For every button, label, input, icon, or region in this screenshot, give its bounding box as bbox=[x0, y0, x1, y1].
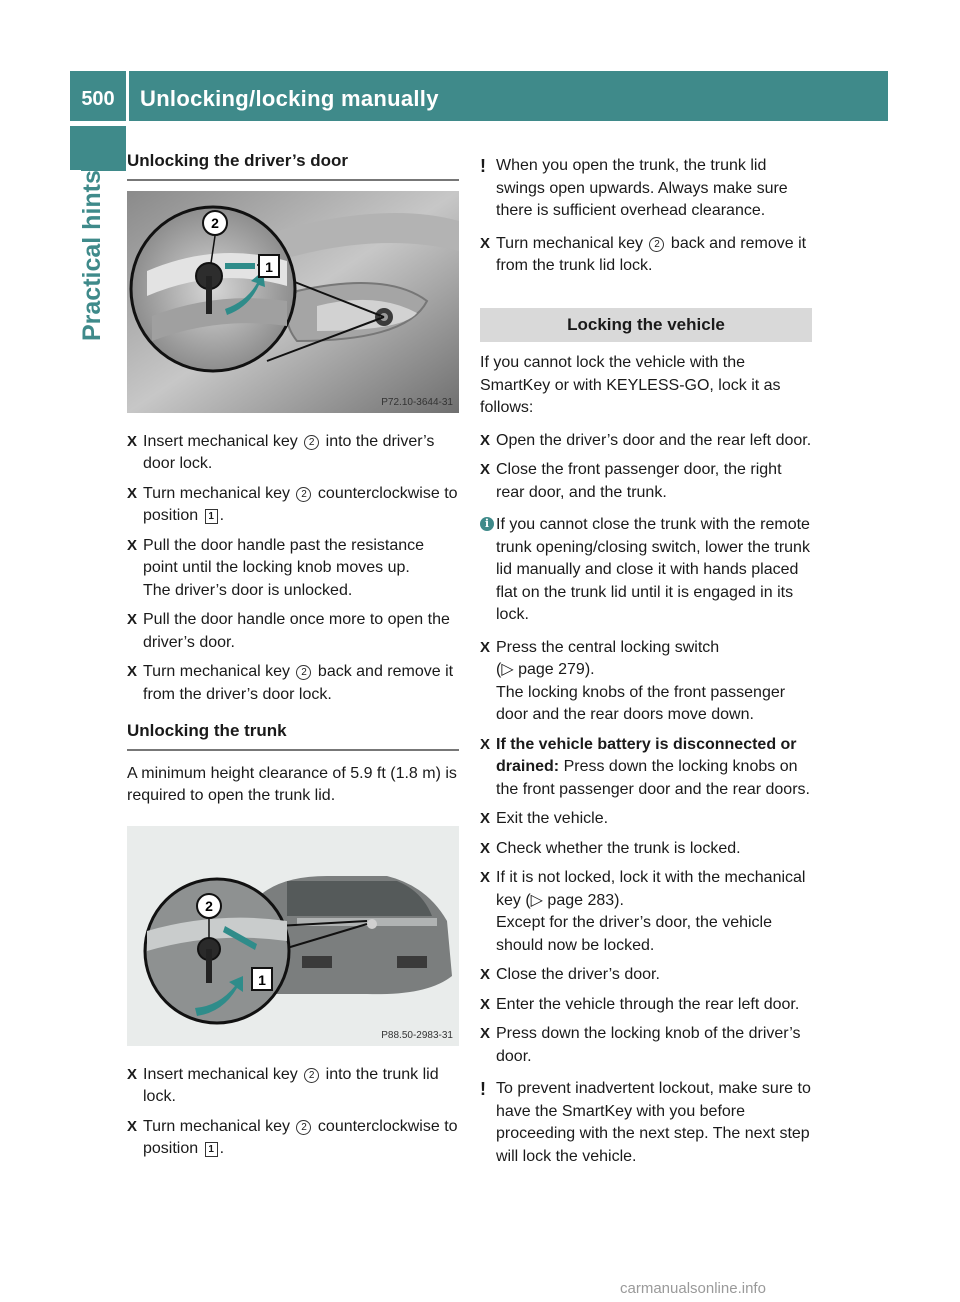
step-item: X Turn mechanical key 2 counterclockwise to position 1 . bbox=[127, 1117, 458, 1157]
step-item: X Insert mechanical key 2 into the trunk lid lock. bbox=[127, 1065, 439, 1105]
step-item: X Close the driver’s door. bbox=[480, 964, 812, 987]
callout-2: 2 bbox=[211, 214, 219, 231]
locking-intro: If you cannot lock the vehicle with the SmartKey or with KEYLESS-GO, lock it as follows: bbox=[480, 354, 781, 416]
step-bullet-icon: X bbox=[480, 1025, 491, 1042]
page-number: 500 bbox=[81, 88, 115, 110]
step-result: The driver’s door is unlocked. bbox=[143, 581, 353, 599]
step-bullet-icon: X bbox=[127, 663, 138, 680]
steps-drivers-door bbox=[127, 431, 459, 707]
left-column bbox=[127, 150, 459, 1168]
figure-trunk bbox=[127, 826, 459, 1046]
step-bullet-icon: X bbox=[127, 1117, 138, 1135]
position-ref-1: 1 bbox=[205, 509, 218, 524]
header-separator bbox=[126, 71, 129, 121]
door-handle-illustration bbox=[127, 191, 459, 413]
info-icon: i bbox=[480, 517, 494, 531]
right-column bbox=[480, 155, 812, 1178]
step-bullet-icon: X bbox=[480, 431, 491, 449]
step-bullet-icon: X bbox=[480, 810, 491, 827]
section-title-locking: Locking the vehicle bbox=[480, 308, 812, 343]
step-bullet-icon: X bbox=[480, 461, 491, 478]
step-item: X If it is not locked, lock it with the mechanical key (▷ page 283). Except for the driver’s door, the vehicle should now be locked. bbox=[480, 869, 806, 954]
steps-trunk bbox=[127, 1064, 459, 1161]
step-item: X Close the front passenger door, the right rear door, and the trunk. bbox=[480, 461, 782, 501]
step-item: X Press down the locking knob of the driver’s door. bbox=[480, 1025, 801, 1065]
callout-1: 1 bbox=[265, 258, 273, 275]
step-bullet-icon: X bbox=[480, 735, 491, 753]
section-title-trunk: Unlocking the trunk bbox=[127, 720, 459, 751]
step-bullet-icon: X bbox=[480, 869, 491, 886]
callout-ref-2: 2 bbox=[296, 487, 311, 502]
callout-1: 1 bbox=[258, 971, 266, 988]
step-item: X Open the driver’s door and the rear left door. bbox=[480, 430, 812, 453]
page-reference: (▷ page 279). bbox=[496, 661, 595, 678]
warning-icon: ! bbox=[480, 156, 486, 176]
info-trunk-close: i If you cannot close the trunk with the remote trunk opening/closing switch, lower the trunk lid manually and close it with hands placed flat on the trunk lid until it is engaged in its lock. bbox=[480, 514, 812, 627]
side-tab-label: Practical hints bbox=[78, 170, 106, 341]
step-bullet-icon: X bbox=[480, 839, 491, 857]
step-item: X Press the central locking switch (▷ page 279). The locking knobs of the front passenger door and the rear doors move down. bbox=[480, 638, 786, 723]
step-bullet-icon: X bbox=[480, 234, 491, 252]
step-bullet-icon: X bbox=[127, 611, 138, 628]
step-item: X Pull the door handle once more to open the driver’s door. bbox=[127, 611, 450, 651]
step-bullet-icon: X bbox=[127, 536, 138, 554]
step-item: X Insert mechanical key 2 into the driver’s door lock. bbox=[127, 432, 435, 472]
step-bullet-icon: X bbox=[127, 432, 138, 450]
step-bullet-icon: X bbox=[480, 638, 491, 656]
callout-ref-2: 2 bbox=[296, 665, 311, 680]
figure-drivers-door bbox=[127, 191, 459, 413]
step-result: The locking knobs of the front passenger door and the rear doors move down. bbox=[496, 683, 786, 723]
callout-ref-2: 2 bbox=[304, 1068, 319, 1083]
trunk-intro: A minimum height clearance of 5.9 ft (1.8 m) is required to open the trunk lid. bbox=[127, 764, 457, 804]
callout-ref-2: 2 bbox=[649, 237, 664, 252]
figure-code: P72.10-3644-31 bbox=[381, 396, 453, 408]
step-item: X Pull the door handle past the resistance point until the locking knob moves up. The driver’s door is unlocked. bbox=[127, 536, 425, 599]
warning-lockout: ! To prevent inadvertent lockout, make sure to have the SmartKey with you before proceeding with the next step. The next step will lock the vehicle. bbox=[480, 1079, 811, 1165]
warning-icon: ! bbox=[480, 1079, 486, 1099]
callout-ref-2: 2 bbox=[304, 435, 319, 450]
step-item: X Turn mechanical key 2 back and remove it from the trunk lid lock. bbox=[480, 234, 807, 274]
step-bullet-icon: X bbox=[127, 484, 138, 502]
step-item: X Turn mechanical key 2 counterclockwise to position 1 . bbox=[127, 484, 458, 524]
watermark: carmanualsonline.info bbox=[620, 1280, 766, 1297]
section-title-drivers-door: Unlocking the driver’s door bbox=[127, 150, 459, 181]
callout-ref-2: 2 bbox=[296, 1120, 311, 1135]
step-item: X If the vehicle battery is disconnected or drained: Press down the locking knobs on the front passenger door and the rear doors. bbox=[480, 735, 810, 798]
warning-trunk-clearance: ! When you open the trunk, the trunk lid swings open upwards. Always make sure there is sufficient overhead clearance. bbox=[480, 156, 788, 219]
side-tab-marker bbox=[81, 126, 126, 171]
trunk-lock-illustration bbox=[127, 826, 459, 1046]
step-result: Except for the driver’s door, the vehicle should now be locked. bbox=[496, 914, 772, 954]
callout-2: 2 bbox=[205, 897, 213, 914]
step-bullet-icon: X bbox=[480, 966, 491, 983]
page-title: Unlocking/locking manually bbox=[140, 86, 439, 111]
figure-code: P88.50-2983-31 bbox=[381, 1029, 453, 1041]
step-bullet-icon: X bbox=[480, 995, 491, 1013]
step-item: X Check whether the trunk is locked. bbox=[480, 838, 812, 861]
step-bullet-icon: X bbox=[127, 1065, 138, 1083]
position-ref-1: 1 bbox=[205, 1142, 218, 1157]
step-item: X Enter the vehicle through the rear left door. bbox=[480, 994, 812, 1017]
step-item: X Turn mechanical key 2 back and remove it from the driver’s door lock. bbox=[127, 663, 454, 703]
step-item: X Exit the vehicle. bbox=[480, 808, 812, 831]
